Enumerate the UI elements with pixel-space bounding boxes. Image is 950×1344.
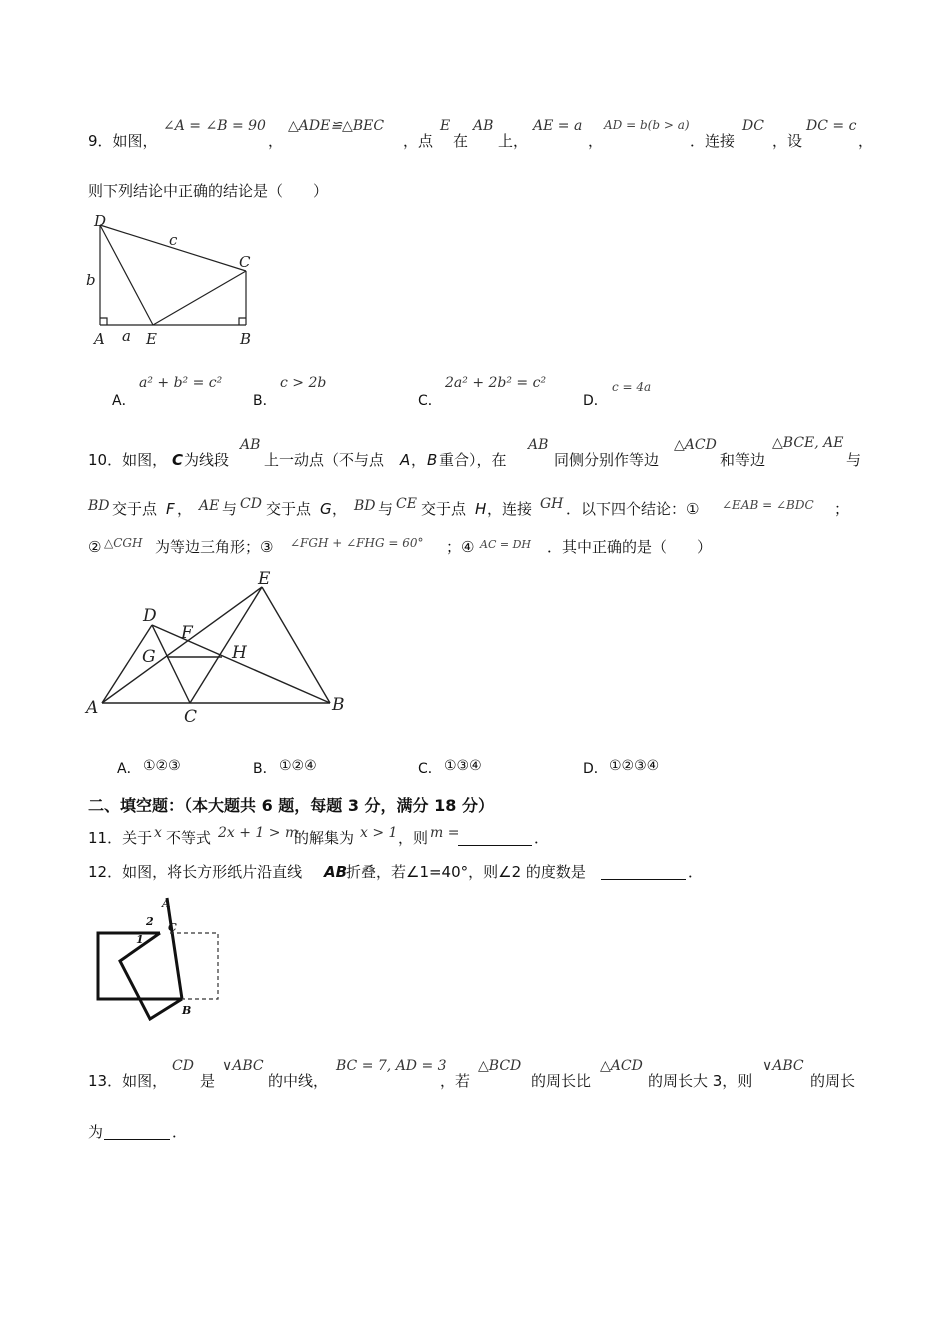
label-B: B [182, 1004, 192, 1017]
q9-option-c-math: 2a² + 2b² = c² [445, 375, 547, 391]
q9-math-AE: AE = a [533, 118, 583, 134]
fold-line-AB [167, 898, 182, 999]
q12-text: 12．如图，将长方形纸片沿直线 [88, 863, 303, 881]
q10-math-GH: GH [540, 496, 564, 512]
q12-text: 折叠，若∠1=40°，则∠2 的度数是 [346, 863, 586, 881]
q10-text: ，连接 [487, 500, 533, 518]
q13-math-BCD: △BCD [478, 1058, 522, 1074]
q11-math-inequality: 2x + 1 > m [218, 825, 299, 841]
q10-text: ， [411, 451, 427, 469]
label-angle-2: 2 [146, 915, 154, 928]
q11-text: ，则 [398, 829, 429, 847]
q10-text: 为线段 [184, 451, 230, 469]
q11-answer-blank[interactable] [458, 829, 532, 846]
q10-math-ACDH: AC = DH [480, 538, 531, 551]
q10-option-d-text: ①②③④ [609, 758, 660, 774]
label-B: B [332, 695, 345, 715]
q10-text: 同侧分别作等边 [554, 451, 660, 469]
q9-text-on: 上， [498, 132, 529, 150]
q9-math-congruent: △ADE≌△BEC [288, 118, 385, 134]
q10-option-a-text: ①②③ [143, 758, 181, 774]
q9-text-connect: ．连接 [690, 132, 736, 150]
q9-math-angle: ∠A = ∠B = 90 [163, 118, 266, 134]
q9-option-d-math: c = 4a [612, 380, 652, 394]
q10-option-c-label[interactable]: C． [418, 761, 442, 777]
q10-option-a-label[interactable]: A． [117, 761, 141, 777]
q13-text: 13．如图， [88, 1072, 168, 1090]
q10-text: 交于点 [112, 500, 158, 518]
q11-text: 不等式 [166, 829, 212, 847]
q10-point-B: B [427, 451, 438, 469]
right-angle-B [239, 318, 246, 325]
label-E: E [146, 330, 157, 348]
label-E: E [258, 569, 271, 589]
label-c: c [169, 231, 178, 249]
q10-math-FGH: ∠FGH + ∠FHG = 60° [290, 536, 424, 550]
q10-text: ．其中正确的是（ ） [547, 538, 713, 556]
q10-math-CD: CD [240, 496, 262, 512]
label-angle-1: 1 [136, 933, 144, 946]
q9-comma: ， [858, 132, 874, 150]
q10-math-AB: AB [240, 437, 261, 453]
label-G: G [142, 647, 156, 667]
q13-text: 是 [200, 1072, 216, 1090]
q10-point-F: F [166, 500, 175, 518]
q10-option-c-text: ①③④ [444, 758, 482, 774]
q13-math-CD: CD [172, 1058, 194, 1074]
q10-point-G: G [320, 500, 332, 518]
label-F: F [181, 623, 193, 643]
label-C: C [239, 253, 251, 271]
section-title: 二、填空题：（本大题共 6 题，每题 3 分，满分 18 分） [88, 796, 494, 815]
q10-math-CE: CE [396, 496, 417, 512]
q10-text: ； [834, 500, 850, 518]
q10-math-CGH: △CGH [104, 536, 143, 550]
q10-text: 上一动点（不与点 [264, 451, 385, 469]
segment-DB [152, 625, 330, 703]
q9-option-a-math: a² + b² = c² [139, 375, 223, 391]
segment-EC [153, 271, 246, 325]
q13-math-ACD: △ACD [600, 1058, 643, 1074]
q10-text: 为等边三角形；③ [155, 538, 274, 556]
q13-text: ． [172, 1123, 188, 1141]
q10-text: 与 [378, 500, 394, 518]
q11-math-x: x [154, 825, 162, 841]
q10-math-BD: BD [88, 498, 110, 514]
q11-text: 11．关于 [88, 829, 153, 847]
q13-text: 的周长 [810, 1072, 856, 1090]
q9-question-line: 则下列结论中正确的结论是（ ） [88, 182, 329, 200]
q10-math-BCE: △BCE, AE [772, 435, 844, 451]
label-a: a [122, 327, 131, 345]
q12-text: ． [688, 863, 704, 881]
label-H: H [232, 643, 247, 663]
q10-point-C: C [172, 451, 184, 469]
q9-number: 9．如图， [88, 132, 158, 150]
q10-text: 与 [222, 500, 238, 518]
q10-text: 交于点 [421, 500, 467, 518]
q9-math-DCc: DC = c [806, 118, 857, 134]
q13-text: 的周长比 [531, 1072, 592, 1090]
q10-text: ② [88, 538, 102, 556]
q12-answer-blank[interactable] [601, 863, 686, 880]
label-A: A [94, 330, 105, 348]
q10-point-H: H [475, 500, 487, 518]
q10-text: ， [177, 500, 193, 518]
q9-text-at: 在 [453, 132, 469, 150]
q12-line-AB: AB [324, 863, 348, 881]
q9-comma: ， [268, 132, 284, 150]
q10-text: 交于点 [266, 500, 312, 518]
label-A: A [162, 897, 171, 910]
q11-text: 的解集为 [294, 829, 355, 847]
label-b: b [86, 271, 96, 289]
q11-math-solution: x > 1 [360, 825, 398, 841]
q10-text: ， [332, 500, 348, 518]
q11-text: ． [534, 829, 550, 847]
q13-text: ，若 [440, 1072, 471, 1090]
q10-option-b-label[interactable]: B． [253, 761, 277, 777]
q9-math-E: E [440, 118, 451, 134]
q13-text: 的周长大 3，则 [648, 1072, 753, 1090]
q9-option-b-label[interactable]: B． [253, 393, 277, 409]
q10-text: ．以下四个结论：① [566, 500, 700, 518]
q10-text: 与 [846, 451, 862, 469]
q9-option-b-math: c > 2b [280, 375, 327, 391]
q10-math-AB: AB [528, 437, 549, 453]
label-C: C [168, 921, 177, 934]
q13-text: 为 [88, 1123, 104, 1141]
q9-option-a-label[interactable]: A． [112, 393, 136, 409]
segment-DE [100, 225, 153, 325]
q10-number: 10．如图， [88, 451, 168, 469]
q10-math-BD: BD [354, 498, 376, 514]
label-D: D [143, 606, 157, 626]
q9-math-DC: DC [742, 118, 764, 134]
label-B: B [240, 330, 252, 348]
q9-text-point: ，点 [403, 132, 434, 150]
label-C: C [184, 707, 198, 727]
q13-math-ABC: ∨ABC [762, 1058, 804, 1074]
q9-math-AB: AB [473, 118, 494, 134]
q10-text: 重合），在 [439, 451, 507, 469]
q10-figure [80, 565, 360, 730]
right-angle-A [100, 318, 107, 325]
q10-point-A: A [400, 451, 411, 469]
q13-math-ABC: ∨ABC [222, 1058, 264, 1074]
segment-EB [262, 587, 330, 703]
segment-CE [190, 587, 262, 703]
label-D: D [94, 212, 107, 230]
q9-math-AD: AD = b(b > a) [604, 118, 690, 132]
q13-text: 的中线， [268, 1072, 329, 1090]
q10-option-b-text: ①②④ [279, 758, 317, 774]
q10-text: 和等边 [720, 451, 766, 469]
q9-text-let: ，设 [772, 132, 803, 150]
q12-figure [90, 895, 230, 1025]
q13-answer-blank[interactable] [104, 1123, 170, 1140]
q13-math-BC-AD: BC = 7, AD = 3 [336, 1058, 447, 1074]
label-A: A [86, 698, 99, 718]
q10-math-AE: AE [199, 498, 220, 514]
q9-figure [80, 205, 270, 355]
q9-comma: ， [588, 132, 604, 150]
q10-text: ；④ [446, 538, 475, 556]
q10-option-d-label[interactable]: D． [583, 761, 608, 777]
q11-math-m: m = [430, 825, 460, 841]
q9-option-c-label[interactable]: C． [418, 393, 442, 409]
q10-math-ACD: △ACD [674, 437, 717, 453]
q10-math-EAB: ∠EAB = ∠BDC [722, 498, 814, 512]
q9-option-d-label[interactable]: D． [583, 393, 608, 409]
